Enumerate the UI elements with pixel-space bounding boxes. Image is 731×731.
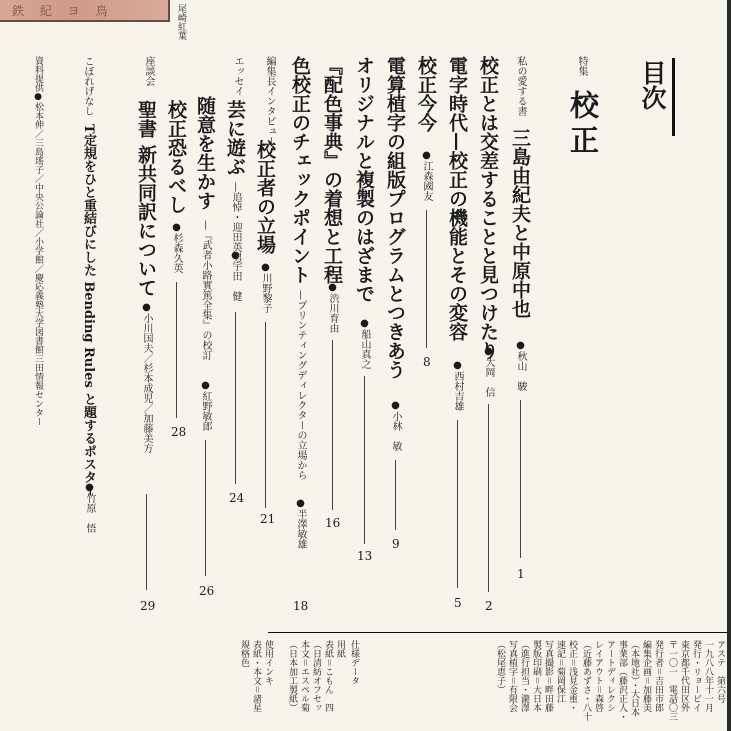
leader-line [235, 312, 236, 484]
spec-line: 表紙＝こもん 四 [323, 640, 333, 713]
entry-author: ●小林 敏 [390, 400, 401, 451]
colophon-line: 写真植字＝有限会 [507, 640, 517, 713]
colophon-line: 発行・リョービイ [691, 640, 701, 712]
entry-page: 18 [293, 599, 309, 613]
entry-author: ●江森國友 [421, 150, 432, 201]
entry-page: 24 [229, 491, 245, 505]
entry-title: 『配色事典』の着想と工程 [321, 56, 343, 284]
entry-page: 29 [140, 599, 156, 613]
entry-author: ●小川国夫／杉本成児／加藤美方 [141, 302, 152, 453]
colophon-line: 校正＝浅見金重・ [567, 640, 577, 713]
title-rule [672, 58, 675, 136]
entry-subtitle: —『武者小路實篤全集』の校訂 [200, 220, 211, 360]
colophon-line: （近藤あずさ・八十 [581, 640, 591, 721]
photo-script: 鉄 紀 ヨ 鳥 [12, 4, 114, 18]
leader-line [332, 340, 333, 510]
entry-author: ●紅野敏郎 [200, 380, 211, 431]
leader-line [457, 420, 458, 588]
colophon-line: 発行者＝吉田市郎 [653, 640, 663, 713]
leader-line [364, 376, 365, 544]
entry-author: ●川野黎子 [260, 262, 271, 313]
entry-page: 21 [260, 512, 276, 526]
colophon-line: 製版印刷＝大日本 [531, 640, 541, 713]
leader-line [146, 494, 147, 590]
entry-author: ●竹原 悟 [84, 482, 95, 533]
entry-title: 聖書 新共同訳について [135, 100, 157, 297]
entry-title: T定規をひと重結びにした Bending Rules と題するポスター [81, 124, 96, 497]
spec-line: 使用インキ [263, 640, 273, 685]
colophon-line: 〒一〇一 電話〇三 [667, 640, 677, 721]
colophon-line: レイアウト＝森啓 [593, 640, 603, 713]
colophon-rule [268, 632, 731, 633]
colophon-line: （進行担当・瀧澤 [519, 640, 529, 712]
colophon-line: 写真撮影＝畔田藤 [543, 640, 553, 713]
leader-line [395, 460, 396, 530]
entry-prefix: 座談会 [143, 56, 154, 86]
leader-line [176, 282, 177, 418]
spec-line: 規格色 [239, 640, 249, 667]
entry-prefix: 編集長インタビュー [264, 56, 275, 146]
entry-author: ●大岡 信 [483, 346, 494, 397]
entry-title: 随意を生かす [194, 96, 216, 210]
entry-title: オリジナルと複製のはざまで [353, 56, 375, 303]
colophon-line: 一九八八年十一月 [703, 640, 713, 712]
leader-line [265, 322, 266, 508]
entry-page: 5 [454, 596, 462, 610]
entry-title: 校正恐るべし [165, 100, 187, 214]
credits: 資料提供●松本伸／三島瑤子／中央公論社／小学館／慶応義塾大学図書館三田情報センター [33, 56, 43, 426]
entry-title: 三島由紀夫と中原中也 [509, 128, 531, 318]
entry-page: 28 [171, 425, 187, 439]
entry-author: ●宇田 健 [230, 250, 241, 301]
leader-line [488, 404, 489, 592]
toc-title: 目次 [638, 60, 667, 110]
entry-title: 校正とは交差することと見つけたり [477, 56, 499, 360]
entry-page: 9 [392, 537, 400, 551]
entry-author: ●半澤敏雄 [295, 498, 306, 549]
entry-title: 色校正のチェックポイント [289, 56, 311, 284]
colophon-line: 速記＝菊岡保江 [555, 640, 565, 704]
entry-author: ●秋山 駿 [515, 340, 526, 391]
feature-label: 特集 [576, 56, 587, 76]
spec-line: （日清紡オフセッ [311, 640, 321, 712]
entry-title: 芸に遊ぶ [224, 100, 246, 176]
entry-title: 校正者の立場 [254, 140, 276, 254]
colophon-line: 編集企画＝加藤美 [641, 640, 651, 713]
spec-line: 用紙 [335, 640, 345, 658]
entry-author: ●船山真之 [359, 318, 370, 369]
colophon-line: アートディレクシ [605, 640, 615, 712]
entry-subtitle: —プリンティングディレクターの立場から [295, 290, 306, 480]
feature-title: 校正 [566, 90, 600, 160]
leader-line [426, 210, 427, 348]
colophon-line: 東京都千代田区外 [679, 640, 689, 712]
leader-line [205, 440, 206, 576]
entry-page: 2 [485, 599, 493, 613]
entry-page: 1 [517, 567, 525, 581]
entry-prefix: 私の愛する書 [515, 56, 526, 116]
photo-caption: 尾崎紅葉 [176, 4, 186, 40]
entry-page: 16 [325, 516, 341, 530]
spec-line: 仕様データ [349, 640, 359, 685]
leader-line [520, 400, 521, 558]
entry-title: 電字時代—校正の機能とその変容 [446, 56, 468, 341]
page-edge [727, 0, 731, 731]
colophon-line: （本地社）・大日本 [629, 640, 639, 717]
entry-author: ●杉森久英 [171, 222, 182, 273]
spec-line: 本文＝エスペル菊 [299, 640, 309, 713]
colophon-line: 事業部（藤沢正人・ [617, 640, 627, 721]
entry-page: 13 [357, 549, 373, 563]
entry-title: 電算植字の組版プログラムとつきあう [384, 56, 406, 379]
entry-page: 8 [423, 355, 431, 369]
entry-title: 校正今今 [415, 56, 437, 132]
entry-prefix: こぼれげなし [82, 56, 93, 116]
calligraphy-photo [0, 0, 170, 22]
colophon-line: アステ 第六号 [715, 640, 725, 703]
entry-prefix: エッセイ [232, 56, 243, 96]
entry-page: 26 [199, 584, 215, 598]
entry-subtitle: —追悼・迎田英男 [230, 182, 241, 262]
spec-line: （日本加工製紙） [287, 640, 297, 712]
entry-author: ●渋川育由 [327, 282, 338, 333]
colophon-line: （松尾恵子） [495, 640, 505, 694]
spec-line: 表紙・本文＝諸星 [251, 640, 261, 713]
entry-author: ●西村吉雄 [452, 360, 463, 411]
